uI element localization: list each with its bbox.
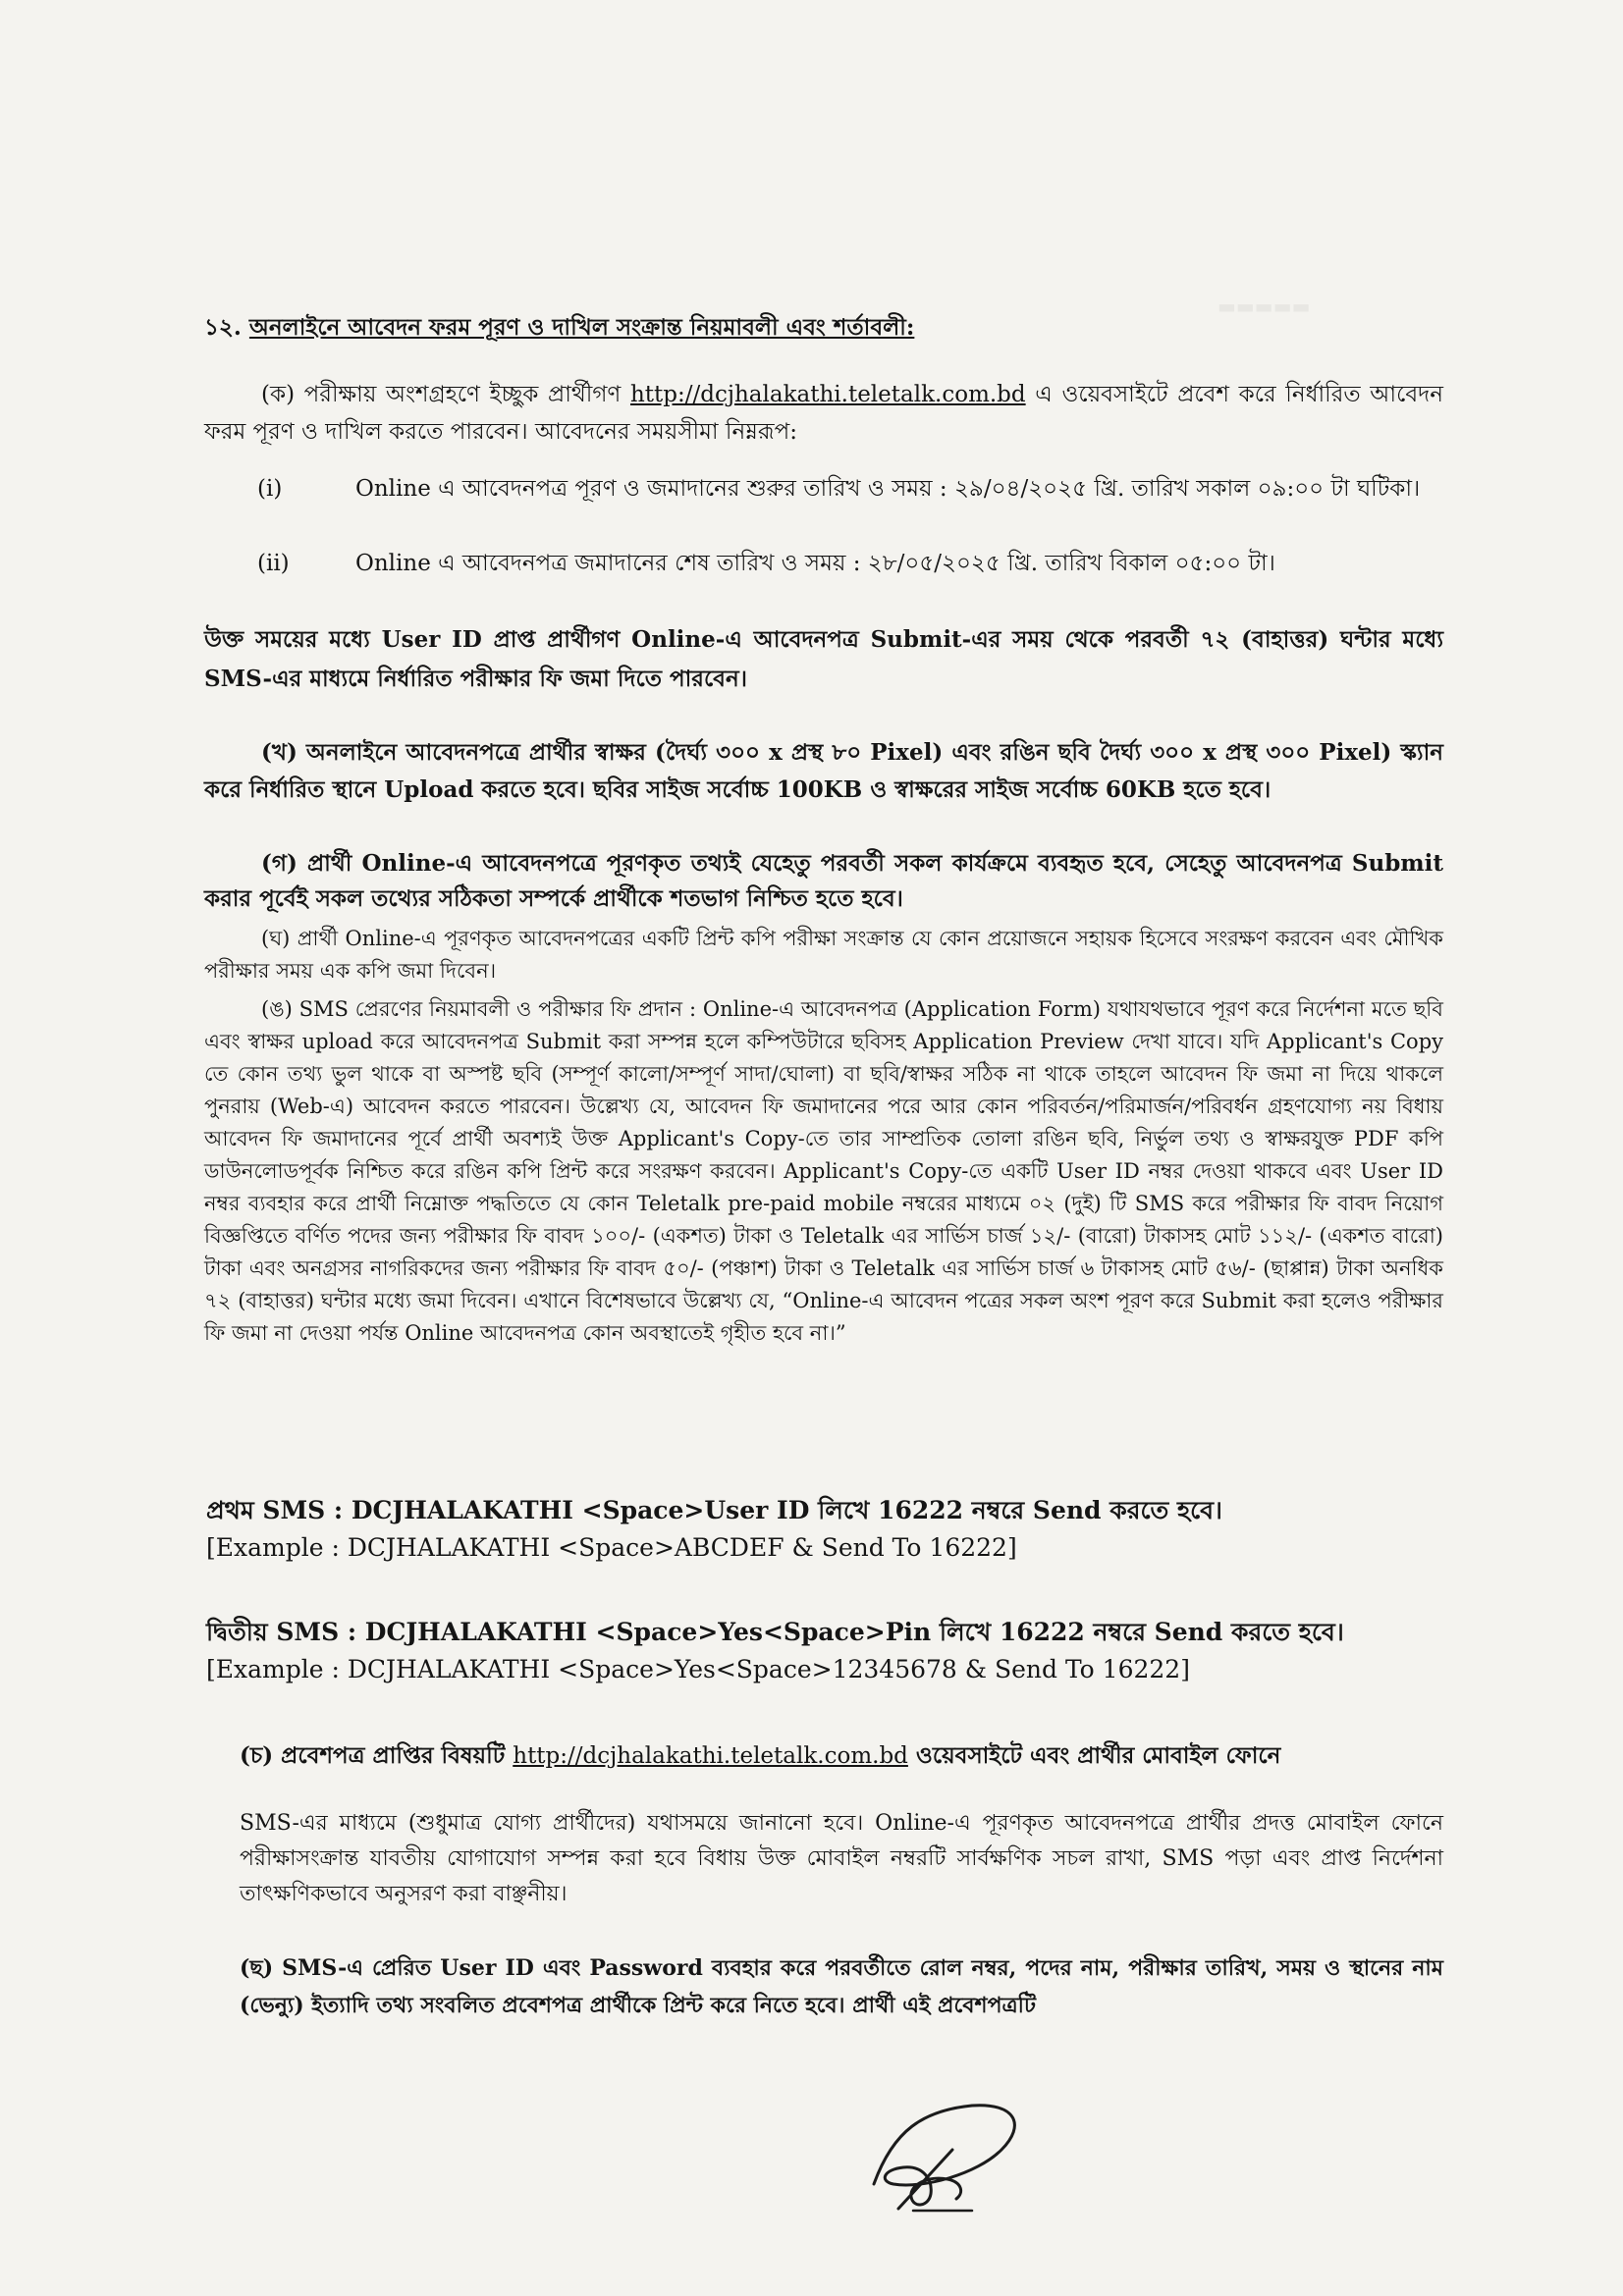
paragraph-ka-lead: (ক) পরীক্ষায় অংশগ্রহণে ইচ্ছুক প্রার্থীগণ — [261, 382, 622, 407]
paragraph-gha: (ঘ) প্রার্থী Online-এ পূরণকৃত আবেদনপত্রের একটি প্রিন্ট কপি পরীক্ষা সংক্রান্ত যে কোন প্রয়োজনে সহায়ক হিসেবে সংরক্ষণ করবেন এবং মৌখিক পরীক্ষার সময় এক কপি জমা দিবেন। — [204, 927, 1443, 983]
website-link[interactable]: http://dcjhalakathi.teletalk.com.bd — [629, 382, 1026, 407]
sms-first-example: [Example : DCJHALAKATHI <Space>ABCDEF & Send To 16222] — [206, 1533, 1017, 1562]
schedule-number: (ii) — [257, 551, 290, 576]
paragraph-cha — [240, 1737, 1443, 1775]
paragraph-cha-rest: ওয়েবসাইটে এবং প্রার্থীর মোবাইল ফোনে — [915, 1742, 1281, 1769]
handwritten-signature — [854, 2091, 1031, 2218]
section-title: অনলাইনে আবেদন ফরম পূরণ ও দাখিল সংক্রান্ত নিয়মাবলী এবং শর্তাবলী: — [248, 314, 915, 341]
sms-second-line: দ্বিতীয় SMS : DCJHALAKATHI <Space>Yes<Space>Pin লিখে 16222 নম্বরে Send করতে হবে। — [206, 1618, 1344, 1646]
sms-second-example: [Example : DCJHALAKATHI <Space>Yes<Space>12345678 & Send To 16222] — [206, 1655, 1190, 1683]
paragraph-cha-lead: (চ) প্রবেশপত্র প্রাপ্তির বিষয়টি — [240, 1742, 506, 1769]
schedule-text: Online এ আবেদনপত্র পূরণ ও জমাদানের শুরুর তারিখ ও সময় : ২৯/০৪/২০২৫ খ্রি. তারিখ সকাল ০৯:০০ টা ঘটিকা। — [355, 476, 1421, 502]
section-heading — [204, 309, 914, 347]
paragraph-uma: (ঙ) SMS প্রেরণের নিয়মাবলী ও পরীক্ষার ফি প্রদান : Online-এ আবেদনপত্র (Application Form) যথাযথভাবে পূরণ করে নির্দেশনা মতে ছবি এবং স্বাক্ষর upload করে আবেদনপত্র Submit করা সম্পন্ন হলে কম্পিউটারে ছবিসহ Application Preview দেখা যাবে। যদি Applicant's Copy তে কোন তথ্য ভুল থাকে বা অস্পষ্ট ছবি (সম্পূর্ণ কালো/সম্পূর্ণ সাদা/ঘোলা) বা ছবি/স্বাক্ষর সঠিক না থাকে তাহলে আবেদন ফি জমা না দিয়ে থাকলে পুনরায় (Web-এ) আবেদন করতে পারবেন। উল্লেখ্য যে, আবেদন ফি জমাদানের পরে আর কোন পরিবর্তন/পরিমার্জন/পরিবর্ধন গ্রহণযোগ্য নয় বিধায় আবেদন ফি জমাদানের পূর্বে প্রার্থী অবশ্যই উক্ত Applicant's Copy-তে তার সাম্প্রতিক তোলা রঙিন ছবি, নির্ভুল তথ্য ও স্বাক্ষরযুক্ত PDF কপি ডাউনলোডপূর্বক নিশ্চিত করে রঙিন কপি প্রিন্ট করে সংরক্ষণ করবেন। Applicant's Copy-তে একটি User ID নম্বর দেওয়া থাকবে এবং User ID নম্বর ব্যবহার করে প্রার্থী নিম্নোক্ত পদ্ধতিতে যে কোন Teletalk pre-paid mobile নম্বরের মাধ্যমে ০২ (দুই) টি SMS করে পরীক্ষার ফি বাবদ নিয়োগ বিজ্ঞপ্তিতে বর্ণিত পদের জন্য পরীক্ষার ফি বাবদ ১০০/- (একশত) টাকা ও Teletalk এর সার্ভিস চার্জ ১২/- (বারো) টাকাসহ মোট ১১২/- (একশত বারো) টাকা এবং অনগ্রসর নাগরিকদের জন্য পরীক্ষার ফি বাবদ ৫০/- (পঞ্চাশ) টাকা ও Teletalk এর সার্ভিস চার্জ ৬ টাকাসহ মোট ৫৬/- (ছাপ্পান্ন) টাকা অনধিক ৭২ (বাহাত্তর) ঘন্টার মধ্যে জমা দিবেন। এখানে বিশেষভাবে উল্লেখ্য যে, “Online-এ আবেদন পত্রের সকল অংশ পূরণ করে Submit করা হলেও পরীক্ষার ফি জমা না দেওয়া পর্যন্ত Online আবেদনপত্র কোন অবস্থাতেই গৃহীত হবে না।” — [204, 997, 1443, 1345]
sms-first-block — [206, 1492, 1445, 1567]
website-link[interactable]: http://dcjhalakathi.teletalk.com.bd — [513, 1743, 908, 1769]
schedule-text: Online এ আবেদনপত্র জমাদানের শেষ তারিখ ও সময় : ২৮/০৫/২০২৫ খ্রি. তারিখ বিকাল ০৫:০০ টা। — [355, 551, 1275, 576]
paragraph-cha-continuation: SMS-এর মাধ্যমে (শুধুমাত্র যোগ্য প্রার্থীদের) যথাসময়ে জানানো হবে। Online-এ পূরণকৃত আবেদনপত্রে প্রার্থীর প্রদত্ত মোবাইল ফোনে পরীক্ষাসংক্রান্ত যাবতীয় যোগাযোগ সম্পন্ন করা হবে বিধায় উক্ত মোবাইল নম্বরটি সার্বক্ষণিক সচল রাখা, SMS পড়া এবং প্রাপ্ত নির্দেশনা তাৎক্ষণিকভাবে অনুসরণ করা বাঞ্ছনীয়। — [240, 1811, 1443, 1906]
paragraph-fee-time: উক্ত সময়ের মধ্যে User ID প্রাপ্ত প্রার্থীগণ Online-এ আবেদনপত্র Submit-এর সময় থেকে পরবর্তী ৭২ (বাহাত্তর) ঘন্টার মধ্যে SMS-এর মাধ্যমে নির্ধারিত পরীক্ষার ফি জমা দিতে পারবেন। — [204, 626, 1443, 692]
schedule-item-end — [257, 546, 1465, 585]
paragraph-ka-rest: এ ওয়েবসাইটে প্রবেশ করে নির্ধারিত আবেদন ফরম পূরণ ও দাখিল করতে পারবেন। আবেদনের সময়সীমা নিম্নরূপ: — [204, 382, 1443, 445]
paragraph-kha: (খ) অনলাইনে আবেদনপত্রে প্রার্থীর স্বাক্ষর (দৈর্ঘ্য ৩০০ x প্রস্থ ৮০ Pixel) এবং রঙিন ছবি দৈর্ঘ্য ৩০০ x প্রস্থ ৩০০ Pixel) স্ক্যান করে নির্ধারিত স্থানে Upload করতে হবে। ছবির সাইজ সর্বোচ্চ 100KB ও স্বাক্ষরের সাইজ সর্বোচ্চ 60KB হতে হবে। — [204, 739, 1443, 803]
paragraph-chha: (ছ) SMS-এ প্রেরিত User ID এবং Password ব্যবহার করে পরবর্তীতে রোল নম্বর, পদের নাম, পরীক্ষার তারিখ, সময় ও স্থানের নাম (ভেন্যু) ইত্যাদি তথ্য সংবলিত প্রবেশপত্র প্রার্থীকে প্রিন্ট করে নিতে হবে। প্রার্থী এই প্রবেশপত্রটি — [240, 1955, 1443, 2018]
paragraph-ga: (গ) প্রার্থী Online-এ আবেদনপত্রে পূরণকৃত তথ্যই যেহেতু পরবর্তী সকল কার্যক্রমে ব্যবহৃত হবে, সেহেতু আবেদনপত্র Submit করার পূর্বেই সকল তথ্যের সঠিকতা সম্পর্কে প্রার্থীকে শতভাগ নিশ্চিত হতে হবে। — [204, 850, 1443, 912]
schedule-number: (i) — [257, 476, 283, 502]
show-through-mark: ▬▬▬▬▬ — [1217, 294, 1311, 318]
sms-second-block — [206, 1614, 1445, 1688]
paragraph-ka — [204, 376, 1443, 451]
schedule-item-start — [257, 471, 1465, 550]
section-number: ১২. — [204, 314, 242, 341]
sms-first-line: প্রথম SMS : DCJHALAKATHI <Space>User ID লিখে 16222 নম্বরে Send করতে হবে। — [206, 1496, 1222, 1524]
